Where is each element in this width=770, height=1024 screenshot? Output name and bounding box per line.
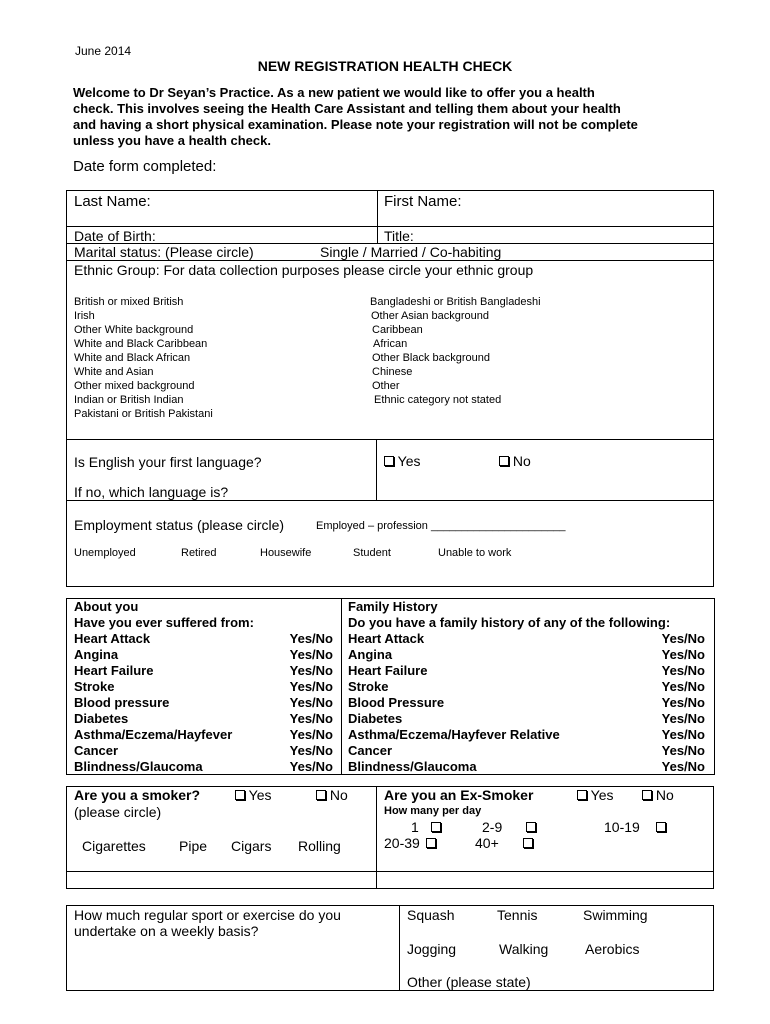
smoker-no-label: No <box>329 787 348 803</box>
checkbox-icon[interactable] <box>526 822 536 832</box>
smoking-type-option[interactable]: Cigarettes <box>82 838 146 854</box>
employment-option[interactable]: Unemployed <box>74 547 136 559</box>
amount-label: 10-19 <box>604 819 640 835</box>
smoker-question: Are you a smoker? <box>74 787 201 803</box>
amount-option[interactable] <box>482 819 536 835</box>
english-yes-option[interactable] <box>384 453 420 469</box>
family-history-row <box>348 711 705 727</box>
ethnic-option[interactable]: Ethnic category not stated <box>374 394 502 406</box>
amount-option[interactable] <box>384 835 436 851</box>
condition-label: Blood Pressure <box>348 695 445 710</box>
amount-label: 1 <box>411 819 419 835</box>
ex-smoker-yes-option[interactable] <box>577 787 613 803</box>
condition-label: Angina <box>74 647 119 662</box>
about-you-row <box>74 631 333 647</box>
about-you-row <box>74 727 333 743</box>
yes-no-option[interactable]: Yes/No <box>289 631 333 646</box>
exercise-question-line: undertake on a weekly basis? <box>74 923 259 939</box>
checkbox-icon[interactable] <box>426 838 436 848</box>
about-you-row <box>74 695 333 711</box>
family-history-title: Family History <box>348 599 438 614</box>
condition-label: Cancer <box>348 743 393 758</box>
smoker-yes-label: Yes <box>248 787 272 803</box>
yes-no-option[interactable]: Yes/No <box>289 695 333 710</box>
english-yes-label: Yes <box>397 453 421 469</box>
family-history-subtitle: Do you have a family history of any of the following: <box>348 615 671 630</box>
ex-smoker-no-option[interactable] <box>642 787 674 803</box>
exercise-option[interactable]: Swimming <box>583 907 648 923</box>
english-no-label: No <box>512 453 531 469</box>
condition-label: Blindness/Glaucoma <box>348 759 477 774</box>
family-history-row <box>348 679 705 695</box>
smoking-type-option[interactable]: Rolling <box>298 838 341 854</box>
title-field[interactable]: Title: <box>384 228 414 244</box>
yes-no-option[interactable]: Yes/No <box>661 711 705 726</box>
checkbox-icon[interactable] <box>384 456 394 466</box>
intro-line: check. This involves seeing the Health Care Assistant and telling them about your health <box>73 101 621 116</box>
amount-label: 20-39 <box>384 835 420 851</box>
employment-option[interactable]: Student <box>353 547 391 559</box>
first-name-field[interactable]: First Name: <box>384 193 462 210</box>
yes-no-option[interactable]: Yes/No <box>661 631 705 646</box>
condition-label: Angina <box>348 647 393 662</box>
ethnic-option[interactable]: Other White background <box>74 324 194 336</box>
last-name-field[interactable]: Last Name: <box>74 193 151 210</box>
other-language-field[interactable]: If no, which language is? <box>74 484 229 500</box>
ex-smoker-question: Are you an Ex-Smoker <box>384 787 534 803</box>
ex-smoker-yes-label: Yes <box>590 787 614 803</box>
about-you-row <box>74 743 333 759</box>
smoker-yes-option[interactable] <box>235 787 271 803</box>
employment-option[interactable]: Housewife <box>260 547 312 559</box>
yes-no-option[interactable]: Yes/No <box>289 743 333 758</box>
how-many-per-day-label: How many per day <box>384 805 482 817</box>
family-history-row <box>348 663 705 679</box>
ethnic-option[interactable]: British or mixed British <box>74 296 184 308</box>
intro-text <box>73 85 638 149</box>
amount-option[interactable] <box>411 819 441 835</box>
smoking-type-option[interactable]: Pipe <box>179 838 208 854</box>
yes-no-option[interactable]: Yes/No <box>661 679 705 694</box>
condition-label: Asthma/Eczema/Hayfever Relative <box>348 727 560 742</box>
condition-label: Stroke <box>74 679 115 694</box>
family-history-row <box>348 759 705 775</box>
yes-no-option[interactable]: Yes/No <box>661 647 705 662</box>
form-title: NEW REGISTRATION HEALTH CHECK <box>257 58 513 74</box>
ethnic-option[interactable]: Indian or British Indian <box>74 394 184 406</box>
yes-no-option[interactable]: Yes/No <box>661 727 705 742</box>
marital-status-label: Marital status: (Please circle) <box>74 244 254 260</box>
family-history-row <box>348 743 705 759</box>
ethnic-option[interactable]: White and Black Caribbean <box>74 338 208 350</box>
employment-employed-option[interactable]: Employed – profession ______________________ <box>316 520 566 532</box>
exercise-option[interactable]: Aerobics <box>585 941 640 957</box>
about-you-title: About you <box>74 599 139 614</box>
ex-smoker-no-label: No <box>655 787 674 803</box>
english-first-language-question: Is English your first language? <box>74 454 262 470</box>
yes-no-option[interactable]: Yes/No <box>289 647 333 662</box>
employment-label: Employment status (please circle) <box>74 517 285 533</box>
yes-no-option[interactable]: Yes/No <box>289 727 333 742</box>
about-you-row <box>74 759 333 775</box>
checkbox-icon[interactable] <box>499 456 509 466</box>
condition-label: Stroke <box>348 679 389 694</box>
ethnic-option[interactable]: Other <box>372 380 400 392</box>
ethnic-option[interactable]: African <box>373 338 408 350</box>
yes-no-option[interactable]: Yes/No <box>661 743 705 758</box>
ethnic-group-label: Ethnic Group: For data collection purposes please circle your ethnic group <box>74 262 534 278</box>
checkbox-icon[interactable] <box>577 790 587 800</box>
ethnic-option[interactable]: White and Asian <box>74 366 154 378</box>
condition-label: Heart Failure <box>74 663 154 678</box>
amount-label: 2-9 <box>482 819 503 835</box>
family-history-row <box>348 727 705 743</box>
ethnic-option[interactable]: Bangladeshi or British Bangladeshi <box>370 296 541 308</box>
intro-line: Welcome to Dr Seyan’s Practice. As a new patient we would like to offer you a health <box>73 85 595 100</box>
amount-label: 40+ <box>475 835 499 851</box>
condition-label: Asthma/Eczema/Hayfever <box>74 727 233 742</box>
yes-no-option[interactable]: Yes/No <box>289 759 333 774</box>
ethnic-left-list <box>74 295 213 421</box>
ethnic-right-list <box>370 295 541 407</box>
smoking-type-option[interactable]: Cigars <box>231 838 272 854</box>
employment-option[interactable]: Retired <box>181 547 217 559</box>
condition-label: Heart Failure <box>348 663 428 678</box>
checkbox-icon[interactable] <box>523 838 533 848</box>
yes-no-option[interactable]: Yes/No <box>661 663 705 678</box>
about-you-row <box>74 711 333 727</box>
yes-no-option[interactable]: Yes/No <box>661 759 705 774</box>
ethnic-option[interactable]: Chinese <box>372 366 413 378</box>
about-you-subtitle: Have you ever suffered from: <box>74 615 254 630</box>
condition-label: Cancer <box>74 743 119 758</box>
english-no-option[interactable] <box>499 453 531 469</box>
exercise-option[interactable]: Tennis <box>497 907 538 923</box>
family-history-row <box>348 695 705 711</box>
intro-line: and having a short physical examination. Please note your registration will not be complete <box>73 117 638 132</box>
condition-label: Diabetes <box>348 711 403 726</box>
intro-line: unless you have a health check. <box>73 133 271 148</box>
marital-status-options[interactable]: Single / Married / Co-habiting <box>320 244 502 260</box>
ethnic-option[interactable]: White and Black African <box>74 352 191 364</box>
about-you-row <box>74 679 333 695</box>
checkbox-icon[interactable] <box>431 822 441 832</box>
condition-label: Blood pressure <box>74 695 170 710</box>
exercise-other-field[interactable]: Other (please state) <box>407 974 531 990</box>
smoker-no-option[interactable] <box>316 787 348 803</box>
condition-label: Heart Attack <box>348 631 425 646</box>
family-history-row <box>348 647 705 663</box>
checkbox-icon[interactable] <box>642 790 652 800</box>
ethnic-option[interactable]: Other Black background <box>372 352 491 364</box>
checkbox-icon[interactable] <box>656 822 666 832</box>
exercise-option[interactable]: Jogging <box>407 941 457 957</box>
ethnic-option[interactable]: Other mixed background <box>74 380 195 392</box>
family-history-row <box>348 631 705 647</box>
ethnic-option[interactable]: Irish <box>74 310 95 322</box>
smoker-circle-label: (please circle) <box>74 804 162 820</box>
date-completed-field[interactable]: Date form completed: <box>73 158 217 175</box>
yes-no-option[interactable]: Yes/No <box>289 679 333 694</box>
yes-no-option[interactable]: Yes/No <box>661 695 705 710</box>
condition-label: Diabetes <box>74 711 129 726</box>
amount-option[interactable] <box>475 835 533 851</box>
ethnic-option[interactable]: Caribbean <box>372 324 423 336</box>
exercise-option[interactable]: Squash <box>407 907 455 923</box>
about-you-row <box>74 647 333 663</box>
exercise-option[interactable]: Walking <box>499 941 549 957</box>
yes-no-option[interactable]: Yes/No <box>289 663 333 678</box>
ethnic-option[interactable]: Other Asian background <box>371 310 490 322</box>
exercise-question-line: How much regular sport or exercise do you <box>74 907 341 923</box>
exercise-question <box>74 907 341 939</box>
condition-label: Blindness/Glaucoma <box>74 759 203 774</box>
ethnic-option[interactable]: Pakistani or British Pakistani <box>74 408 213 420</box>
yes-no-option[interactable]: Yes/No <box>289 711 333 726</box>
form-date: June 2014 <box>75 44 132 58</box>
employment-option[interactable]: Unable to work <box>438 547 512 559</box>
condition-label: Heart Attack <box>74 631 151 646</box>
amount-option[interactable] <box>604 819 666 835</box>
checkbox-icon[interactable] <box>316 790 326 800</box>
checkbox-icon[interactable] <box>235 790 245 800</box>
dob-field[interactable]: Date of Birth: <box>74 228 156 244</box>
about-you-row <box>74 663 333 679</box>
